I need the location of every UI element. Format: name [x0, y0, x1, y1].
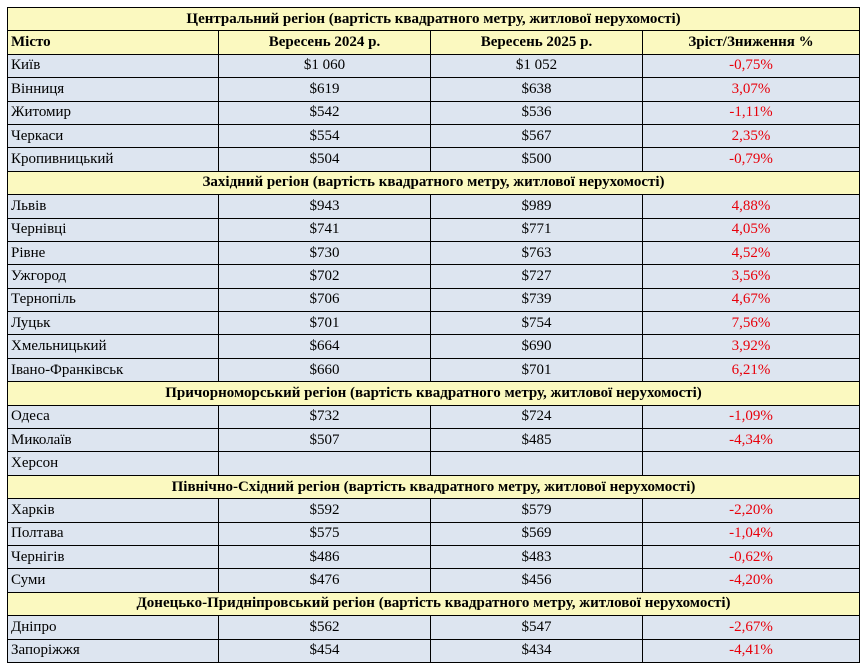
table-row: [8, 545, 860, 568]
region-row: [8, 592, 860, 615]
price-2024-cell: $706: [219, 288, 431, 311]
price-2024-cell: $504: [219, 148, 431, 171]
table-row: [8, 148, 860, 171]
price-2025-cell: $727: [431, 265, 643, 288]
price-2024-cell: $562: [219, 616, 431, 639]
table-row: [8, 522, 860, 545]
change-cell: 6,21%: [643, 358, 860, 381]
price-2025-cell: $536: [431, 101, 643, 124]
price-2024-cell: $741: [219, 218, 431, 241]
region-row: [8, 475, 860, 498]
change-cell: -1,11%: [643, 101, 860, 124]
price-2025-cell: $1 052: [431, 54, 643, 77]
change-cell: -1,09%: [643, 405, 860, 428]
price-2025-cell: $500: [431, 148, 643, 171]
change-cell: 7,56%: [643, 312, 860, 335]
table-row: [8, 78, 860, 101]
change-cell: 3,92%: [643, 335, 860, 358]
table-row: [8, 452, 860, 475]
price-2025-cell: $483: [431, 545, 643, 568]
price-2024-cell: $507: [219, 429, 431, 452]
city-cell: Тернопіль: [8, 288, 219, 311]
table-row: [8, 358, 860, 381]
region-title: Центральний регіон (вартість квадратного метру, житлової нерухомості): [8, 8, 860, 31]
price-table: [7, 7, 860, 663]
city-cell: Чернівці: [8, 218, 219, 241]
price-2024-cell: $554: [219, 124, 431, 147]
price-table-body: [8, 8, 860, 663]
price-2025-cell: $567: [431, 124, 643, 147]
city-cell: Рівне: [8, 241, 219, 264]
change-cell: -0,79%: [643, 148, 860, 171]
price-2025-cell: $638: [431, 78, 643, 101]
change-cell: -4,41%: [643, 639, 860, 662]
change-cell: -0,75%: [643, 54, 860, 77]
price-2025-cell: $724: [431, 405, 643, 428]
table-row: [8, 429, 860, 452]
change-cell: 4,88%: [643, 195, 860, 218]
price-2024-cell: $454: [219, 639, 431, 662]
region-row: [8, 171, 860, 194]
price-2025-cell: $569: [431, 522, 643, 545]
table-row: [8, 101, 860, 124]
city-cell: Івано-Франківськ: [8, 358, 219, 381]
price-2024-cell: $660: [219, 358, 431, 381]
city-cell: Харків: [8, 499, 219, 522]
city-cell: Київ: [8, 54, 219, 77]
city-cell: Херсон: [8, 452, 219, 475]
price-2025-cell: $434: [431, 639, 643, 662]
price-2024-cell: $943: [219, 195, 431, 218]
price-2025-cell: $456: [431, 569, 643, 592]
header-sep2025: Вересень 2025 р.: [431, 31, 643, 54]
table-row: [8, 335, 860, 358]
price-2025-cell: $763: [431, 241, 643, 264]
region-title: Донецько-Придніпровський регіон (вартість квадратного метру, житлової нерухомості): [8, 592, 860, 615]
price-2024-cell: $702: [219, 265, 431, 288]
change-cell: -2,67%: [643, 616, 860, 639]
price-2025-cell: $579: [431, 499, 643, 522]
city-cell: Суми: [8, 569, 219, 592]
change-cell: -4,34%: [643, 429, 860, 452]
table-row: [8, 288, 860, 311]
city-cell: Хмельницький: [8, 335, 219, 358]
price-2024-cell: $701: [219, 312, 431, 335]
region-row: [8, 382, 860, 405]
price-2025-cell: $771: [431, 218, 643, 241]
table-row: [8, 124, 860, 147]
header-change: Зріст/Зниження %: [643, 31, 860, 54]
change-cell: 4,67%: [643, 288, 860, 311]
table-row: [8, 54, 860, 77]
price-2025-cell: $547: [431, 616, 643, 639]
header-city: Місто: [8, 31, 219, 54]
city-cell: Миколаїв: [8, 429, 219, 452]
header-row: [8, 31, 860, 54]
table-row: [8, 569, 860, 592]
price-2024-cell: $664: [219, 335, 431, 358]
table-row: [8, 639, 860, 662]
price-2024-cell: $732: [219, 405, 431, 428]
price-2025-cell: $690: [431, 335, 643, 358]
table-row: [8, 312, 860, 335]
price-2024-cell: $476: [219, 569, 431, 592]
city-cell: Полтава: [8, 522, 219, 545]
city-cell: Черкаси: [8, 124, 219, 147]
city-cell: Ужгород: [8, 265, 219, 288]
change-cell: 3,56%: [643, 265, 860, 288]
city-cell: Дніпро: [8, 616, 219, 639]
region-title: Північно-Східний регіон (вартість квадратного метру, житлової нерухомості): [8, 475, 860, 498]
change-cell: 2,35%: [643, 124, 860, 147]
price-2025-cell: $485: [431, 429, 643, 452]
table-row: [8, 241, 860, 264]
city-cell: Луцьк: [8, 312, 219, 335]
city-cell: Чернігів: [8, 545, 219, 568]
table-row: [8, 616, 860, 639]
city-cell: Одеса: [8, 405, 219, 428]
change-cell: -0,62%: [643, 545, 860, 568]
change-cell: 3,07%: [643, 78, 860, 101]
change-cell: [643, 452, 860, 475]
change-cell: 4,05%: [643, 218, 860, 241]
price-2024-cell: $730: [219, 241, 431, 264]
table-row: [8, 499, 860, 522]
city-cell: Кропивницький: [8, 148, 219, 171]
price-2025-cell: $701: [431, 358, 643, 381]
change-cell: 4,52%: [643, 241, 860, 264]
price-2025-cell: $754: [431, 312, 643, 335]
change-cell: -4,20%: [643, 569, 860, 592]
city-cell: Житомир: [8, 101, 219, 124]
table-row: [8, 218, 860, 241]
table-row: [8, 405, 860, 428]
change-cell: -1,04%: [643, 522, 860, 545]
table-row: [8, 195, 860, 218]
price-2025-cell: $989: [431, 195, 643, 218]
city-cell: Вінниця: [8, 78, 219, 101]
price-2025-cell: $739: [431, 288, 643, 311]
price-2024-cell: $619: [219, 78, 431, 101]
table-row: [8, 265, 860, 288]
region-title: Західний регіон (вартість квадратного метру, житлової нерухомості): [8, 171, 860, 194]
price-2024-cell: $486: [219, 545, 431, 568]
price-2024-cell: $1 060: [219, 54, 431, 77]
region-title: Причорноморський регіон (вартість квадратного метру, житлової нерухомості): [8, 382, 860, 405]
header-sep2024: Вересень 2024 р.: [219, 31, 431, 54]
price-2025-cell: [431, 452, 643, 475]
change-cell: -2,20%: [643, 499, 860, 522]
city-cell: Львів: [8, 195, 219, 218]
price-2024-cell: [219, 452, 431, 475]
city-cell: Запоріжжя: [8, 639, 219, 662]
price-2024-cell: $575: [219, 522, 431, 545]
price-2024-cell: $592: [219, 499, 431, 522]
region-row: [8, 8, 860, 31]
price-2024-cell: $542: [219, 101, 431, 124]
